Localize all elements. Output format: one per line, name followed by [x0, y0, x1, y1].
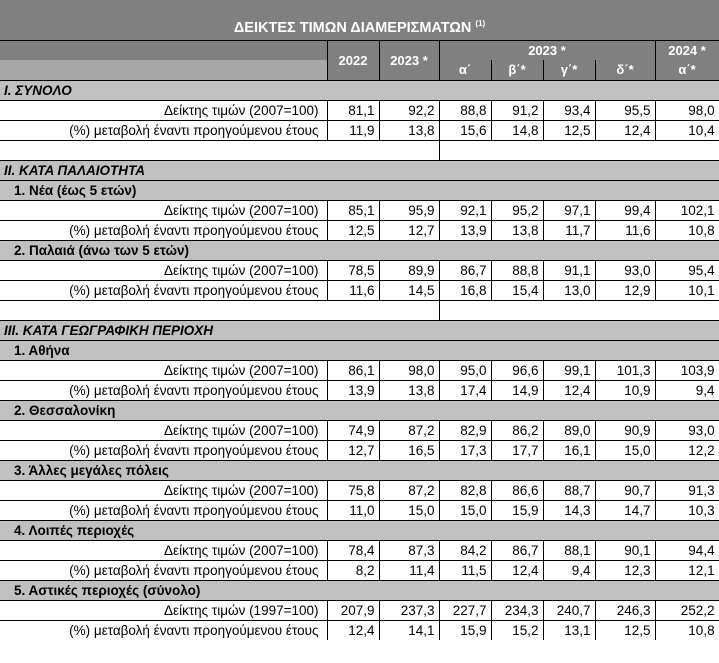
subsection-label[interactable]: 1. Νέα (έως 5 ετών): [0, 180, 719, 200]
value-cell[interactable]: 12,5: [327, 220, 379, 240]
value-cell[interactable]: 11,0: [327, 500, 379, 520]
value-cell[interactable]: 10,9: [595, 380, 655, 400]
value-cell[interactable]: 16,1: [543, 440, 595, 460]
value-cell[interactable]: 12,4: [491, 560, 543, 580]
row-label[interactable]: Δείκτης τιμών (2007=100): [0, 100, 327, 120]
value-cell[interactable]: 14,7: [595, 500, 655, 520]
header-2023[interactable]: 2023 *: [379, 40, 439, 80]
subsection-label[interactable]: 5. Αστικές περιοχές (σύνολο): [0, 580, 719, 600]
table-row: [0, 280, 719, 300]
value-cell[interactable]: 13,0: [543, 280, 595, 300]
value-cell[interactable]: 86,1: [327, 360, 379, 380]
empty-cell[interactable]: [327, 300, 379, 320]
value-cell[interactable]: 12,4: [327, 620, 379, 640]
value-cell[interactable]: 16,5: [379, 440, 439, 460]
value-cell[interactable]: 234,3: [491, 600, 543, 620]
value-cell[interactable]: 95,9: [379, 200, 439, 220]
header-q2[interactable]: β΄*: [491, 60, 543, 80]
empty-cell[interactable]: [655, 140, 719, 160]
value-cell[interactable]: 252,2: [655, 600, 719, 620]
header-row-1: [0, 40, 719, 60]
row-label[interactable]: Δείκτης τιμών (2007=100): [0, 420, 327, 440]
value-cell[interactable]: 12,4: [543, 380, 595, 400]
value-cell[interactable]: 17,7: [491, 440, 543, 460]
value-cell[interactable]: 82,9: [439, 420, 491, 440]
empty-cell[interactable]: [439, 300, 491, 320]
table-row: [0, 500, 719, 520]
value-cell[interactable]: 14,1: [379, 620, 439, 640]
value-cell[interactable]: 99,4: [595, 200, 655, 220]
row-label[interactable]: (%) μεταβολή έναντι προηγούμενου έτους: [0, 500, 327, 520]
empty-cell[interactable]: [0, 140, 327, 160]
value-cell[interactable]: 84,2: [439, 540, 491, 560]
value-cell[interactable]: 14,3: [543, 500, 595, 520]
value-cell[interactable]: 14,5: [379, 280, 439, 300]
value-cell[interactable]: 87,3: [379, 540, 439, 560]
value-cell[interactable]: 12,1: [655, 560, 719, 580]
row-label[interactable]: (%) μεταβολή έναντι προηγούμενου έτους: [0, 560, 327, 580]
empty-cell[interactable]: [543, 140, 595, 160]
empty-cell[interactable]: [595, 300, 655, 320]
row-label[interactable]: Δείκτης τιμών (2007=100): [0, 540, 327, 560]
row-label[interactable]: (%) μεταβολή έναντι προηγούμενου έτους: [0, 620, 327, 640]
value-cell[interactable]: 15,4: [491, 280, 543, 300]
value-cell[interactable]: 75,8: [327, 480, 379, 500]
value-cell[interactable]: 91,2: [491, 100, 543, 120]
table-row: [0, 480, 719, 500]
value-cell[interactable]: 95,5: [595, 100, 655, 120]
table-row: [0, 120, 719, 140]
value-cell[interactable]: 96,6: [491, 360, 543, 380]
value-cell[interactable]: 12,9: [595, 280, 655, 300]
value-cell[interactable]: 98,0: [379, 360, 439, 380]
value-cell[interactable]: 12,5: [595, 620, 655, 640]
value-cell[interactable]: 74,9: [327, 420, 379, 440]
value-cell[interactable]: 12,3: [595, 560, 655, 580]
value-cell[interactable]: 9,4: [543, 560, 595, 580]
row-label[interactable]: (%) μεταβολή έναντι προηγούμενου έτους: [0, 120, 327, 140]
header-2022[interactable]: 2022: [327, 40, 379, 80]
value-cell[interactable]: 95,2: [491, 200, 543, 220]
value-cell[interactable]: 86,2: [491, 420, 543, 440]
section-label[interactable]: II. ΚΑΤΑ ΠΑΛΑΙΟΤΗΤΑ: [0, 160, 719, 180]
value-cell[interactable]: 12,7: [379, 220, 439, 240]
value-cell[interactable]: 95,0: [439, 360, 491, 380]
empty-cell[interactable]: [379, 140, 439, 160]
table-row: [0, 440, 719, 460]
value-cell[interactable]: 92,1: [439, 200, 491, 220]
value-cell[interactable]: 89,0: [543, 420, 595, 440]
table-row: [0, 200, 719, 220]
value-cell[interactable]: 11,5: [439, 560, 491, 580]
value-cell[interactable]: 12,2: [655, 440, 719, 460]
header-blank-cell[interactable]: [0, 40, 327, 60]
header-blank-cell-2[interactable]: [0, 60, 327, 80]
value-cell[interactable]: 17,3: [439, 440, 491, 460]
value-cell[interactable]: 10,4: [655, 120, 719, 140]
row-label[interactable]: Δείκτης τιμών (2007=100): [0, 260, 327, 280]
empty-cell[interactable]: [491, 300, 543, 320]
value-cell[interactable]: 90,1: [595, 540, 655, 560]
value-cell[interactable]: 93,0: [655, 420, 719, 440]
value-cell[interactable]: 12,4: [595, 120, 655, 140]
subsection-row: [0, 340, 719, 360]
subsection-row: [0, 240, 719, 260]
value-cell[interactable]: 88,8: [491, 260, 543, 280]
subsection-label[interactable]: 2. Θεσσαλονίκη: [0, 400, 719, 420]
value-cell[interactable]: 93,0: [595, 260, 655, 280]
value-cell[interactable]: 87,2: [379, 420, 439, 440]
value-cell[interactable]: 15,6: [439, 120, 491, 140]
value-cell[interactable]: 10,3: [655, 500, 719, 520]
table-title: ΔΕΙΚΤΕΣ ΤΙΜΩΝ ΔΙΑΜΕΡΙΣΜΑΤΩΝ: [233, 19, 472, 36]
title-footnote: (1): [475, 18, 486, 28]
section-row: [0, 320, 719, 340]
value-cell[interactable]: 91,3: [655, 480, 719, 500]
value-cell[interactable]: 246,3: [595, 600, 655, 620]
value-cell[interactable]: 86,7: [439, 260, 491, 280]
subsection-row: [0, 460, 719, 480]
value-cell[interactable]: 98,0: [655, 100, 719, 120]
value-cell[interactable]: 16,8: [439, 280, 491, 300]
value-cell[interactable]: 13,9: [327, 380, 379, 400]
header-group-2023[interactable]: 2023 *: [439, 40, 655, 60]
row-label[interactable]: Δείκτης τιμών (2007=100): [0, 480, 327, 500]
value-cell[interactable]: 78,4: [327, 540, 379, 560]
value-cell[interactable]: 99,1: [543, 360, 595, 380]
value-cell[interactable]: 103,9: [655, 360, 719, 380]
value-cell[interactable]: 17,4: [439, 380, 491, 400]
row-label[interactable]: (%) μεταβολή έναντι προηγούμενου έτους: [0, 380, 327, 400]
value-cell[interactable]: 13,8: [379, 120, 439, 140]
value-cell[interactable]: 12,7: [327, 440, 379, 460]
section-label[interactable]: III. ΚΑΤΑ ΓΕΩΓΡΑΦΙΚΗ ΠΕΡΙΟΧΗ: [0, 320, 719, 340]
value-cell[interactable]: 78,5: [327, 260, 379, 280]
value-cell[interactable]: 9,4: [655, 380, 719, 400]
value-cell[interactable]: 11,4: [379, 560, 439, 580]
subsection-row: [0, 180, 719, 200]
value-cell[interactable]: 15,9: [439, 620, 491, 640]
value-cell[interactable]: 13,1: [543, 620, 595, 640]
value-cell[interactable]: 13,8: [379, 380, 439, 400]
header-q4[interactable]: δ΄*: [595, 60, 655, 80]
subsection-label[interactable]: 1. Αθήνα: [0, 340, 719, 360]
table-row: [0, 360, 719, 380]
value-cell[interactable]: 8,2: [327, 560, 379, 580]
value-cell[interactable]: 15,0: [595, 440, 655, 460]
row-label[interactable]: Δείκτης τιμών (2007=100): [0, 200, 327, 220]
empty-cell[interactable]: [595, 140, 655, 160]
table-row: [0, 100, 719, 120]
value-cell[interactable]: 227,7: [439, 600, 491, 620]
value-cell[interactable]: 86,7: [491, 540, 543, 560]
value-cell[interactable]: 11,6: [327, 280, 379, 300]
value-cell[interactable]: 10,1: [655, 280, 719, 300]
value-cell[interactable]: 95,4: [655, 260, 719, 280]
value-cell[interactable]: 10,8: [655, 220, 719, 240]
value-cell[interactable]: 11,7: [543, 220, 595, 240]
value-cell[interactable]: 11,6: [595, 220, 655, 240]
table-row: [0, 600, 719, 620]
value-cell[interactable]: 207,9: [327, 600, 379, 620]
value-cell[interactable]: 88,7: [543, 480, 595, 500]
value-cell[interactable]: 81,1: [327, 100, 379, 120]
value-cell[interactable]: 10,8: [655, 620, 719, 640]
spacer-row: [0, 300, 719, 320]
table-row: [0, 420, 719, 440]
value-cell[interactable]: 92,2: [379, 100, 439, 120]
section-row: [0, 80, 719, 100]
table-row: [0, 540, 719, 560]
value-cell[interactable]: 15,0: [379, 500, 439, 520]
value-cell[interactable]: 12,5: [543, 120, 595, 140]
section-label[interactable]: I. ΣΥΝΟΛΟ: [0, 80, 719, 100]
value-cell[interactable]: 15,0: [439, 500, 491, 520]
value-cell[interactable]: 101,3: [595, 360, 655, 380]
value-cell[interactable]: 90,7: [595, 480, 655, 500]
value-cell[interactable]: 88,8: [439, 100, 491, 120]
value-cell[interactable]: 87,2: [379, 480, 439, 500]
value-cell[interactable]: 14,9: [491, 380, 543, 400]
value-cell[interactable]: 15,9: [491, 500, 543, 520]
value-cell[interactable]: 13,9: [439, 220, 491, 240]
value-cell[interactable]: 89,9: [379, 260, 439, 280]
header-q1[interactable]: α΄: [439, 60, 491, 80]
row-label[interactable]: Δείκτης τιμών (1997=100): [0, 600, 327, 620]
empty-cell[interactable]: [543, 300, 595, 320]
subsection-label[interactable]: 3. Άλλες μεγάλες πόλεις: [0, 460, 719, 480]
subsection-row: [0, 520, 719, 540]
row-label[interactable]: (%) μεταβολή έναντι προηγούμενου έτους: [0, 220, 327, 240]
table-row: [0, 560, 719, 580]
value-cell[interactable]: 82,8: [439, 480, 491, 500]
value-cell[interactable]: 94,4: [655, 540, 719, 560]
subsection-row: [0, 580, 719, 600]
value-cell[interactable]: 13,8: [491, 220, 543, 240]
section-row: [0, 160, 719, 180]
value-cell[interactable]: 240,7: [543, 600, 595, 620]
title-row: [0, 0, 719, 40]
subsection-row: [0, 400, 719, 420]
spacer-row: [0, 140, 719, 160]
row-label[interactable]: Δείκτης τιμών (2007=100): [0, 360, 327, 380]
value-cell[interactable]: 102,1: [655, 200, 719, 220]
header-group-2024[interactable]: 2024 *: [655, 40, 719, 60]
value-cell[interactable]: 14,8: [491, 120, 543, 140]
value-cell[interactable]: 97,1: [543, 200, 595, 220]
value-cell[interactable]: 86,6: [491, 480, 543, 500]
value-cell[interactable]: 88,1: [543, 540, 595, 560]
empty-cell[interactable]: [655, 300, 719, 320]
table-row: [0, 220, 719, 240]
value-cell[interactable]: 90,9: [595, 420, 655, 440]
header-q1-2024[interactable]: α΄*: [655, 60, 719, 80]
value-cell[interactable]: 15,2: [491, 620, 543, 640]
table-row: [0, 620, 719, 640]
empty-cell[interactable]: [327, 140, 379, 160]
header-q3[interactable]: γ΄*: [543, 60, 595, 80]
value-cell[interactable]: 85,1: [327, 200, 379, 220]
empty-cell[interactable]: [491, 140, 543, 160]
empty-cell[interactable]: [379, 300, 439, 320]
value-cell[interactable]: 237,3: [379, 600, 439, 620]
subsection-label[interactable]: 4. Λοιπές περιοχές: [0, 520, 719, 540]
table-row: [0, 260, 719, 280]
value-cell[interactable]: 93,4: [543, 100, 595, 120]
empty-cell[interactable]: [0, 300, 327, 320]
value-cell[interactable]: 11,9: [327, 120, 379, 140]
row-label[interactable]: (%) μεταβολή έναντι προηγούμενου έτους: [0, 440, 327, 460]
table-title-cell[interactable]: [0, 0, 719, 40]
value-cell[interactable]: 91,1: [543, 260, 595, 280]
table-row: [0, 380, 719, 400]
subsection-label[interactable]: 2. Παλαιά (άνω των 5 ετών): [0, 240, 719, 260]
row-label[interactable]: (%) μεταβολή έναντι προηγούμενου έτους: [0, 280, 327, 300]
empty-cell[interactable]: [439, 140, 491, 160]
